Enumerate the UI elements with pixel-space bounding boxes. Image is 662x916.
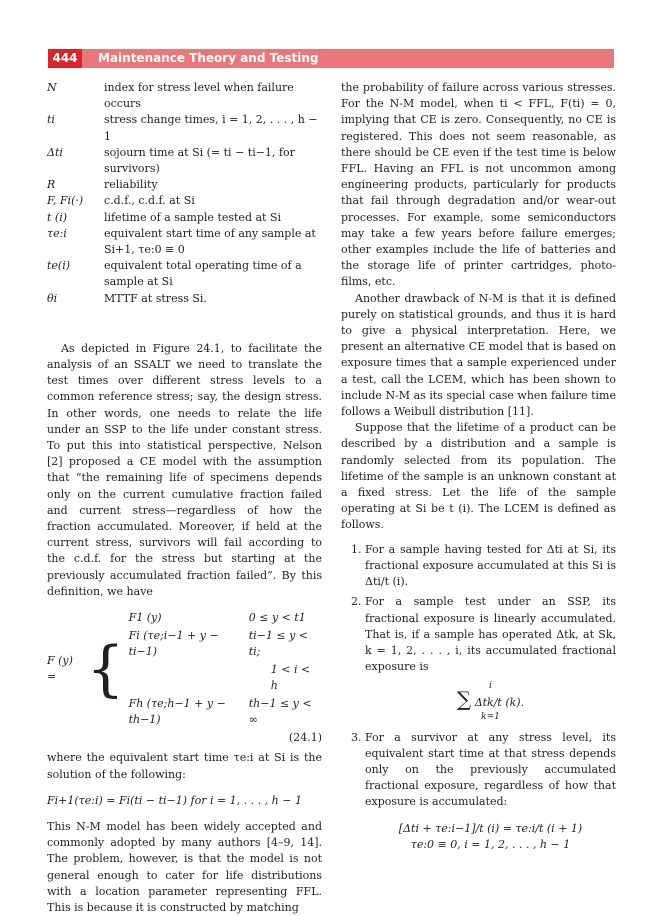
nomenclature-row: t (i) lifetime of a sample tested at Si [47,210,282,224]
nomenclature-row: τe:i equivalent start time of any sample at Si+1, τe:0 ≡ 0 [47,226,316,257]
paragraph-lcem: Suppose that the lifetime of a product can be described by a distribution and a sample is randomly selected from its population. The lifetime of the sample is an unknown constant at a fixed stress. Let the life of the sample operating at Si be t (i). The LCEM is defined as follows. [341,421,616,532]
list-item: 2. For a sample test under an SSP, its fractional exposure is linearly accumulated. That is, if a sample has operated Δtk, at Sk, k = 1, 2, . . . , i, its accumulated fractional exposure is i ∑ Δtk/t (k). k=1 [365,594,616,721]
running-title: Maintenance Theory and Testing [98,51,319,65]
equation-24-1 [47,608,322,746]
nomenclature-table [47,80,322,307]
nomenclature-row: θi MTTF at stress Si. [47,291,207,305]
paragraph-drawback: Another drawback of N-M is that it is defined purely on statistical grounds, and thus it is hard to give a physical interpretation. Here, we present an alternative CE model that is based on exposure times that a sample experienced under a test, call the LCEM, which has been shown to include N-M as its special case when failure time follows a Weibull distribution [11]. [341,291,616,419]
nomenclature-row: ti stress change times, i = 1, 2, . . . , h − 1 [47,113,318,143]
paragraph-equivalent-start: where the equivalent start time τe:i at Si is the solution of the following: [47,751,322,781]
paragraph-nm-model: This N-M model has been widely accepted and commonly adopted by many authors [4–9, 14]. The problem, however, is that the model is not general enough to cater for life distributions with a location parameter representing FFL. This is because it is constructed by matching [47,819,322,914]
paragraph-ce-model: As depicted in Figure 24.1, to facilitate the analysis of an SSALT we need to translate the test times over different stress levels to a common reference stress; say, the design stress. In other words, one needs to relate the life under an SSP to the life under constant stress. To put this into statistical perspective, Nelson [2] proposed a CE model with the assumption that “the remaining life of specimens depends only on the current cumulative fraction failed and current stress—regardless of how the fraction accumulated. Moreover, if held at the current stress, survivors will fail according to the c.d.f. for the stress but starting at the previously accumulated fraction failed”. By this definition, we have [47,341,322,598]
left-column [47,80,322,916]
equation-lcem-line1: [Δti + τe:i−1]/t (i) = τe:i/t (i + 1) [398,821,583,835]
sigma-symbol: ∑ [456,687,472,712]
equation-cases: F1 (y) 0 ≤ y < t1 Fi (τe;i−1 + y − ti−1) ti−1 ≤ y < ti; 1 < i < h Fh (τe;h−1 + y − th−1) th−1 ≤ y < ∞ [128,611,312,727]
page-number: 444 [48,49,82,68]
nomenclature-row: Δti sojourn time at Si (= ti − ti−1, for survivors) [47,145,295,176]
equation-start-time: Fi+1(τe:i) = Fi(ti − ti−1) for i = 1, . . . , h − 1 [47,793,302,807]
list-item: 3. For a survivor at any stress level, its equivalent start time at that stress depends only on the previously accumulated fractional exposure, regardless of how that exposure is accumulated: [Δti + τe:i−1]/t (i) = τe:i/t (i + 1) τe:0 ≡ 0, i = 1, 2, . . . , h − 1 [365,730,616,853]
equation-lcem-line2: τe:0 ≡ 0, i = 1, 2, . . . , h − 1 [410,837,571,851]
equation-lhs: F (y) = [47,653,73,684]
right-column [341,80,616,857]
list-item: 1. For a sample having tested for Δti at Si, its fractional exposure accumulated at this Si is Δti/t (i). [365,542,616,591]
paragraph-probability: the probability of failure across various stresses. For the N-M model, when ti < FFL, F(ti) = 0, implying that CE is zero. Consequently, no CE is registered. This does not seem reasonable, as there should be CE even if the test time is below FFL. Having an FFL is not uncommon among engineering products, particularly for products that fail through degradation and/or wear-out processes. For example, some semiconductors may take a few years before failure emerges; other examples include the life of batteries and the storage life of printer cartridges, photo-films, etc. [341,81,616,289]
nomenclature-row: te(i) equivalent total operating time of a sample at Si [47,259,302,289]
nomenclature-row: R reliability [47,178,158,192]
nomenclature-row: N index for stress level when failure occurs [47,81,294,111]
page-header [48,49,614,68]
nomenclature-row: F, Fi(·) c.d.f., c.d.f. at Si [47,194,195,208]
lcem-definition-list [341,542,616,853]
summation-equation: i ∑ Δtk/t (k). k=1 [456,681,525,722]
brace-symbol: { [86,634,125,705]
equation-number: (24.1) [288,731,322,745]
